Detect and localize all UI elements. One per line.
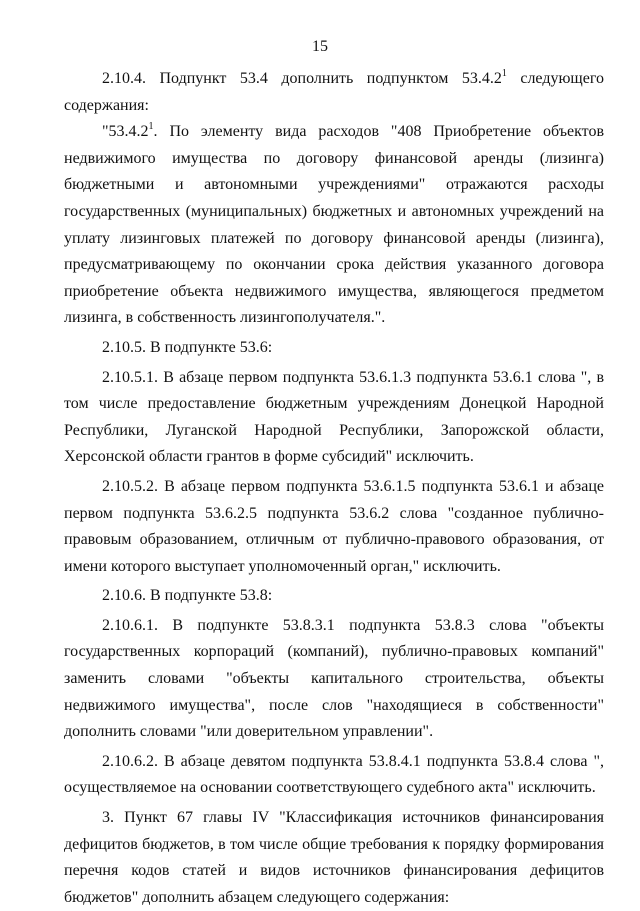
paragraph-text: . По элементу вида расходов "408 Приобретение объектов недвижимого имущества по договору финансовой аренды (лизинга) бюджетными и автономными учреждениями" отражаются расходы государственных (муниципальных) бюджетных и автономных учреждений на уплату лизинговых платежей по договору финансовой аренды (лизинга), предусматривающему по окончании срока действия указанного договора приобретение объекта недвижимого имущества, являющегося предметом лизинга, в собственность лизингополучателя.". [64,123,604,327]
paragraph-3: 3. Пункт 67 главы IV "Классификация источников финансирования дефицитов бюджетов, в том числе общие требования к порядку формирования перечня кодов статей и видов источников финансирования дефицитов бюджетов" дополнить абзацем следующего содержания: [64,809,604,906]
paragraph-2-10-5-1: 2.10.5.1. В абзаце первом подпункта 53.6.1.3 подпункта 53.6.1 слова ", в том числе предоставление бюджетным учреждениям Донецкой Народной Республики, Луганской Народной Республики, Запорожской области, Херсонской области грантов в форме субсидий" исключить. [64,368,604,466]
paragraph-2-10-6: 2.10.6. В подпункте 53.8: [102,587,273,605]
paragraph-2-10-4 [64,66,604,119]
paragraph-2-10-6-1: 2.10.6.1. В подпункте 53.8.3.1 подпункта 53.8.3 слова "объекты государственных корпораций (компаний), публично-правовых компаний" заменить словами "объекты капитального строительства, объекты недвижимого имущества", после слов "находящиеся в собственности" дополнить словами "или доверительном управлении". [64,616,604,741]
paragraph-53-4-2-1 [64,119,604,332]
page-number: 15 [312,38,328,55]
paragraph-text: следующего содержания: [64,70,604,114]
paragraph-2-10-5-2: 2.10.5.2. В абзаце первом подпункта 53.6.1.5 подпункта 53.6.1 и абзаце первом подпункта 53.6.2.5 подпункта 53.6.2 слова "созданное публично-правовым образованием, отличным от публично-правового образования, от имени которого выступает уполномоченный орган," исключить. [64,477,604,575]
paragraph-2-10-5: 2.10.5. В подпункте 53.6: [102,338,273,356]
superscript: 1 [501,67,507,79]
paragraph-text: 2.10.4. Подпункт 53.4 дополнить подпунктом 53.4.2 [102,70,502,87]
superscript: 1 [148,120,154,132]
document-body [64,66,604,911]
paragraph-2-10-6-2: 2.10.6.2. В абзаце девятом подпункта 53.8.4.1 подпункта 53.8.4 слова ", осуществляемое на основании соответствующего судебного акта" исключить. [64,752,604,797]
paragraph-text: "53.4.2 [102,123,149,141]
